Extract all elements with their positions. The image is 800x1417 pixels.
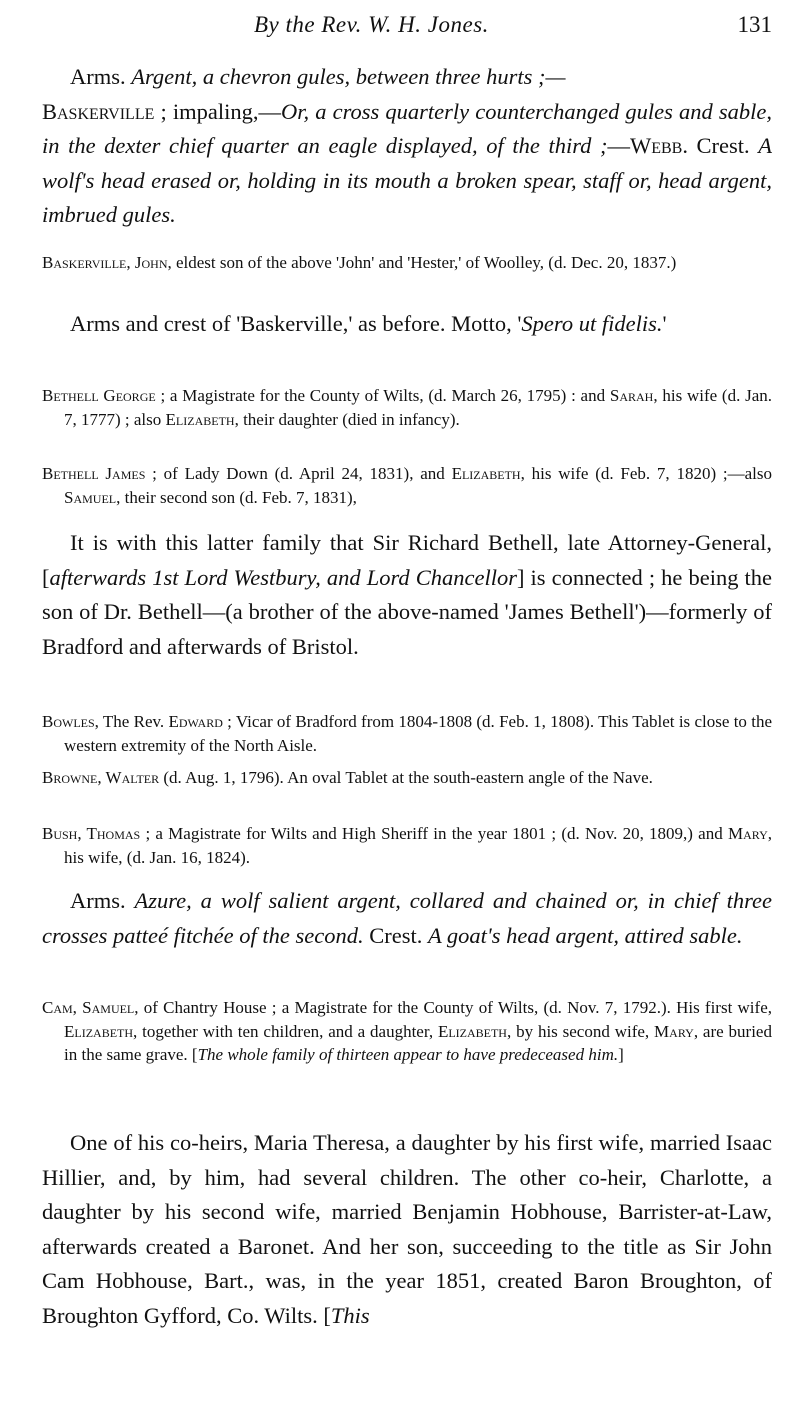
entry-text: ]: [618, 1045, 624, 1064]
text-run: Arms.: [70, 888, 135, 913]
entry-text: , their daughter (died in infancy).: [234, 409, 460, 429]
italic-run: Argent, a chevron gules, between three hurts ;—: [131, 64, 566, 89]
entry-name: Edward: [168, 712, 223, 731]
entry-bowles-edward: [42, 710, 772, 757]
entry-name: Cam, Samuel: [42, 998, 135, 1017]
text-run: —: [607, 133, 630, 158]
entry-text: ; a Magistrate for the County of Wilts, (d. March 26, 1795) : and: [155, 386, 610, 405]
entry-cam-samuel: [42, 996, 772, 1067]
entry-text: (d. Aug. 1, 1796). An oval Tablet at the south-eastern angle of the Nave.: [159, 768, 653, 787]
entry-name: Elizabeth: [64, 1021, 134, 1041]
entry-text: , of Chantry House ; a Magistrate for the County of Wilts, (d. Nov. 7, 1792.). His first wife,: [134, 998, 772, 1017]
entry-browne-walter: [42, 766, 772, 790]
text-run: One of his co-heirs, Maria Theresa, a daughter by his first wife, married Isaac Hillier, and, by him, had several children. The other co-heir, Charlotte, a daughter by his second wife, married Benjamin Hobhouse, Barrister-at-Law, afterwards created a Baronet. And her son, succeeding to the title as Sir John Cam Hobhouse, Bart., was, in the year 1851, created Baron Broughton, of Broughton Gyfford, Co. Wilts. [: [42, 1130, 772, 1328]
entry-text: , The Rev.: [94, 712, 169, 731]
entry-name: Mary: [727, 824, 768, 843]
name-small-caps: Baskerville: [42, 98, 155, 124]
arms-paragraph-baskerville: [42, 60, 772, 233]
entry-name: Mary: [654, 1021, 694, 1041]
entry-text: , his wife (d. Feb. 7, 1820) ;—also: [520, 464, 772, 483]
text-run: Arms.: [70, 64, 132, 89]
name-small-caps: Webb: [629, 133, 683, 158]
text-run: Arms and crest of 'Baskerville,' as before. Motto, ': [70, 311, 522, 336]
text-run: ] is connected ; he being the son of Dr. Bethell—(a brother of the above-named 'James Bethell')—formerly of Bradford and afterwards of Bristol.: [42, 564, 772, 659]
text-run: ': [662, 311, 667, 336]
arms-paragraph-bush: [42, 884, 772, 953]
entry-name: Bush, Thomas: [42, 824, 141, 843]
entry-name: Samuel: [64, 487, 117, 507]
italic-run: Or, a cross quarterly counterchanged gules and sable, in the dexter chief quarter an eagle displayed, of the third ;: [42, 98, 773, 158]
italic-run: Spero ut fidelis.: [521, 311, 663, 336]
entry-name: Sarah: [609, 386, 654, 405]
entry-text: ; a Magistrate for Wilts and High Sheriff in the year 1801 ; (d. Nov. 20, 1809,) and: [140, 824, 728, 843]
entry-name: Bethell James: [42, 464, 146, 483]
entry-text: , are buried in the same grave. [: [64, 1021, 772, 1064]
italic-run: Azure, a wolf salient argent, collared and chained or, in chief three crosses patteé fitchée of the second.: [42, 888, 772, 948]
arms-paragraph-baskerville-motto: [42, 307, 772, 342]
entry-text: , eldest son of the above 'John' and 'Hester,' of Woolley, (d. Dec. 20, 1837.): [167, 253, 677, 272]
entry-name: Elizabeth: [437, 1021, 507, 1041]
italic-run: A wolf's head erased or, holding in its mouth a broken spear, staff or, head argent, imbrued gules.: [42, 133, 772, 227]
entry-name: Baskerville, John: [42, 253, 168, 272]
italic-run: The whole family of thirteen appear to have predeceased him.: [197, 1045, 619, 1064]
entry-bethell-george: [42, 384, 772, 431]
entry-text: , his wife (d. Jan. 7, 1777) ; also: [64, 386, 772, 429]
entry-text: , their second son (d. Feb. 7, 1831),: [116, 487, 357, 507]
italic-run: This: [330, 1302, 370, 1328]
italic-run: afterwards 1st Lord Westbury, and Lord Chancellor: [49, 564, 517, 590]
page-header: [0, 6, 800, 40]
entry-name: Elizabeth: [451, 464, 521, 483]
paragraph-cam-coheirs: [42, 1126, 772, 1333]
entry-text: ; of Lady Down (d. April 24, 1831), and: [145, 464, 452, 483]
page-number: 131: [737, 12, 772, 37]
entry-name: Browne, Walter: [42, 768, 160, 787]
text-run: It is with this latter family that Sir Richard Bethell, late Attorney-General, [: [42, 530, 772, 590]
entry-name: Bethell George: [42, 386, 156, 405]
text-run: ; impaling,—: [154, 98, 281, 124]
text-run: . Crest.: [682, 133, 759, 158]
entry-text: , his wife, (d. Jan. 16, 1824).: [64, 824, 772, 867]
paragraph-bethell-connection: [42, 526, 772, 664]
running-title: By the Rev. W. H. Jones.: [254, 12, 489, 37]
entry-text: ; Vicar of Bradford from 1804-1808 (d. Feb. 1, 1808). This Tablet is close to the western extremity of the North Aisle.: [64, 712, 772, 755]
entry-text: , together with ten children, and a daughter,: [133, 1021, 438, 1041]
italic-run: A goat's head argent, attired sable.: [427, 922, 743, 948]
entry-name: Elizabeth: [165, 409, 235, 429]
entry-bethell-james: [42, 462, 772, 509]
text-run: Crest.: [363, 922, 428, 948]
entry-text: , by his second wife,: [506, 1021, 655, 1041]
entry-baskerville-john: [42, 251, 772, 275]
entry-name: Bowles: [42, 712, 95, 731]
entry-bush-thomas: [42, 822, 772, 869]
